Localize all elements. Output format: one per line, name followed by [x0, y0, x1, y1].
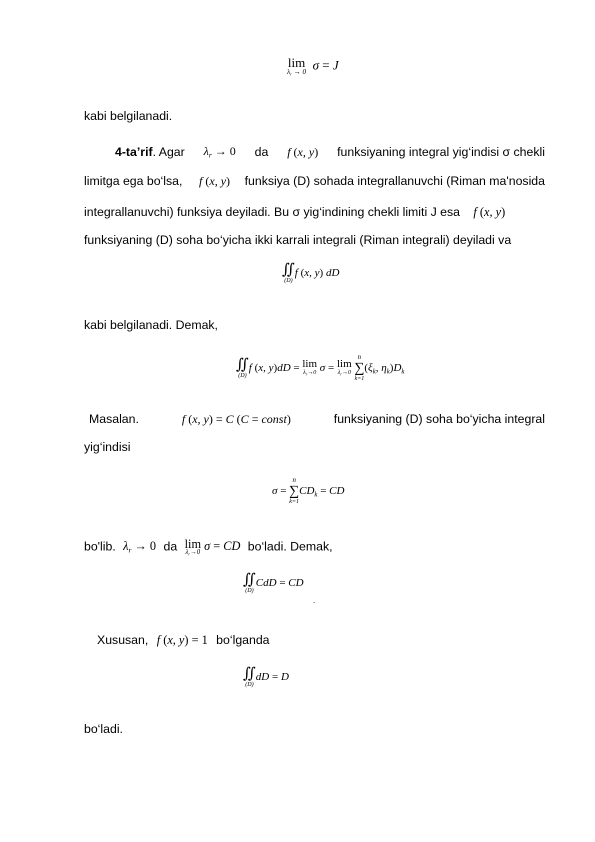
lim-sigma-cd-math: lim $\lambda_r\to 0$ σ = CD — [184, 537, 241, 557]
text-kabi-belgilanadi-demak: kabi belgilanadi. Demak, — [84, 318, 218, 332]
f-xy-math: f (x, y) — [287, 145, 319, 160]
definition-line-1 — [84, 145, 545, 159]
f-xy-math-3: f (x, y) — [473, 205, 506, 219]
definition-line-2b: funksiya (D) sohada integrallanuvchi (Riman ma'nosida — [244, 174, 545, 188]
definition-line-4: funksiyaning (D) soha bo‘yicha ikki karrali integrali (Riman integrali) deyiladi va — [84, 233, 512, 247]
sigma-sum-formula: σ = n ∑ k=1 $CD_k$ = CD — [272, 477, 345, 505]
f-equals-one-math: f (x, y) = 1 — [156, 633, 208, 647]
limit-formula: lim $\lambda_r \to 0$ σ = J — [287, 55, 339, 77]
bolib-line — [84, 538, 333, 557]
lambda-to-zero-math-2: $\lambda_r \to 0$ — [123, 539, 157, 556]
da-word-2: da — [163, 539, 178, 554]
masalan-word: Masalan. — [89, 412, 139, 426]
period-mark: . — [313, 596, 316, 605]
xususan-word: Xususan, — [97, 633, 149, 647]
definition-line-3 — [84, 206, 505, 218]
constant-integral-formula: ∬ (D) CdD = CD — [243, 572, 304, 594]
definition-line-2a: limitga ega bo‘lsa, — [84, 174, 183, 188]
example-line-1 — [84, 413, 545, 425]
definition-label: 4-ta’rif — [115, 144, 153, 159]
bolib-word: bo'lib. — [84, 539, 116, 554]
da-word: da — [254, 144, 269, 159]
lambda-to-zero-math: $\lambda_r \to 0$ — [203, 144, 236, 160]
definition-tail: funksiyaning integral yig‘indisi σ chekli — [337, 144, 545, 159]
example-tail: funksiyaning (D) soha bo‘yicha integral — [333, 412, 545, 426]
bolganda-word: bo‘lganda — [216, 633, 270, 647]
f-equals-c-math: f (x, y) = C (C = const) — [181, 412, 291, 427]
text-kabi-belgilanadi: kabi belgilanadi. — [84, 109, 173, 123]
example-line-2: yig‘indisi — [84, 440, 131, 454]
agar-word: . Agar — [152, 144, 185, 159]
boladi-demak: bo‘ladi. Demak, — [247, 539, 333, 554]
definition-line-3-text: integrallanuvchi) funksiya deyiladi. Bu σ yig‘indining chekli limiti J esa — [84, 205, 460, 219]
definition-line-2 — [84, 175, 545, 187]
final-boladi: bo‘ladi. — [84, 722, 123, 736]
f-xy-math-2: f (x, y) — [199, 174, 231, 189]
area-integral-formula: ∬ (D) dD = D — [243, 666, 289, 688]
riemann-integral-formula: ∬ (D) f (x, y)dD = lim $\lambda_r\to 0$ σ = lim $\lambda_r\to 0$ n ∑ k=1 ($\xi_k$, $\eta_k)D_k$ — [236, 354, 405, 382]
xususan-line — [97, 634, 270, 646]
double-integral-formula: ∬ (D) f (x, y) dD — [282, 262, 340, 284]
